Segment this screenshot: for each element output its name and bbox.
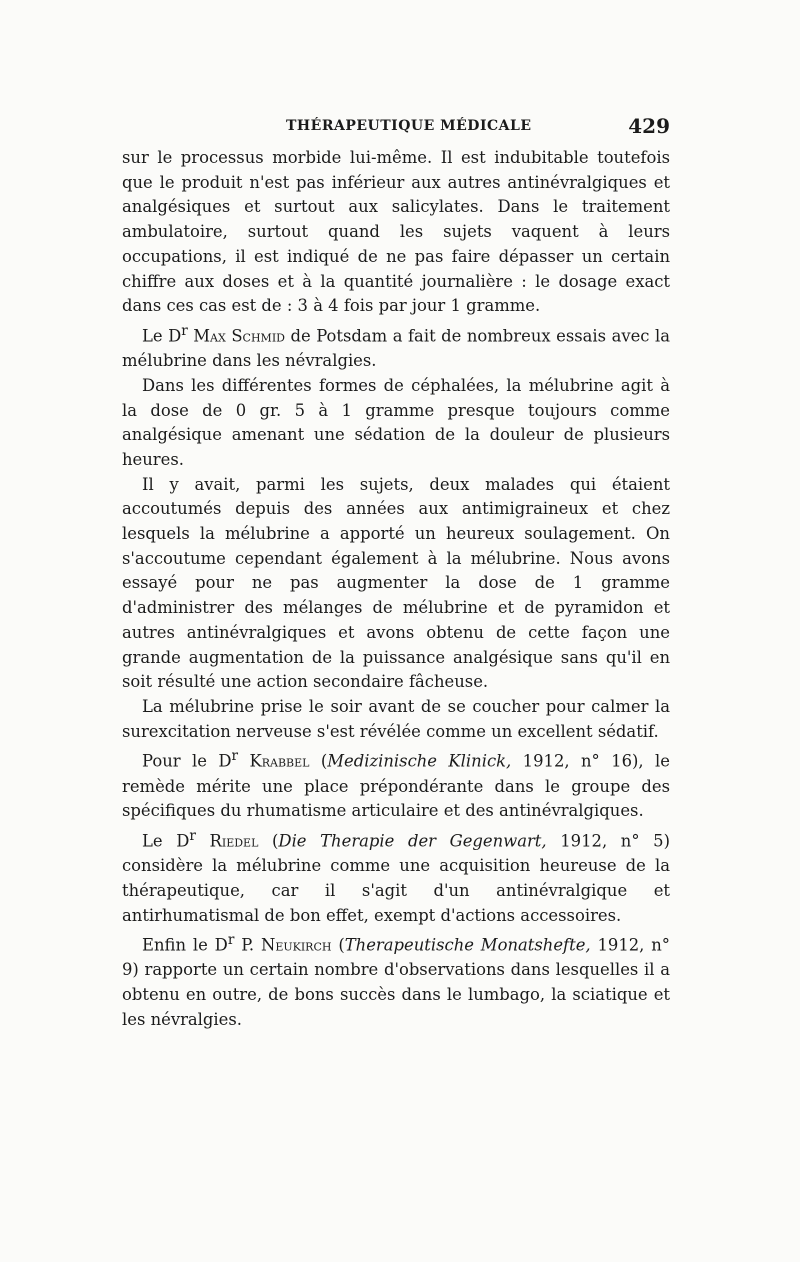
author-name: Max Schmid	[193, 326, 285, 346]
paragraph-soir	[122, 695, 670, 744]
author-name: Krabbel	[249, 751, 310, 771]
body-text	[122, 146, 670, 1032]
paragraph-sujets	[122, 473, 670, 695]
doctor-superscript: r	[181, 322, 188, 339]
journal-title: Therapeutische Monatshefte,	[344, 935, 591, 955]
paragraph-text: 1912, n° 16), le remède mérite une place prépondérante dans le groupe des spécifiques du rhumatisme articulaire et des antinévralgiques.	[122, 751, 670, 821]
paragraph-text: Dans les différentes formes de céphalées, la mélubrine agit à la dose de 0 gr. 5 à 1 gramme presque toujours comme analgésique amenant une sédation de la douleur de plusieurs heures.	[122, 375, 670, 469]
open-paren: (	[338, 935, 345, 955]
author-name: P. Neukirch	[241, 935, 332, 955]
journal-title: Die Therapie der Gegenwart,	[278, 831, 547, 851]
paragraph-schmid	[122, 319, 670, 374]
author-prefix: Enfin le D	[142, 935, 228, 955]
author-prefix: Le D	[142, 831, 190, 851]
paragraph-neukirch	[122, 928, 670, 1032]
paragraph-text: sur le processus morbide lui-même. Il est indubitable toutefois que le produit n'est pas inférieur aux autres antinévralgiques et analgésiques et surtout aux salicylates. Dans le traitement ambulatoire, surtout quand les sujets vaquent à leurs occupations, il est indiqué de ne pas faire dépasser un certain chiffre aux doses et à la quantité journalière : le dosage exact dans ces cas est de : 3 à 4 fois par jour 1 gramme.	[122, 148, 670, 316]
paragraph-text: 1912, n° 5) considère la mélubrine comme une acquisition heureuse de la thérapeutique, car il s'agit d'un antinévralgique et antirhumatismal de bon effet, exempt d'actions accessoires.	[122, 831, 670, 925]
paragraph-text: Il y avait, parmi les sujets, deux malades qui étaient accoutumés depuis des années aux antimigraineux et chez lesquels la mélubrine a apporté un heureux soulagement. On s'accoutume cependant également à la mélubrine. Nous avons essayé pour ne pas augmenter la dose de 1 gramme d'administrer des mélanges de mélubrine et de pyramidon et autres antinévralgiques et avons obtenu de cette façon une grande augmentation de la puissance analgésique sans qu'il en soit résulté une action secondaire fâcheuse.	[122, 474, 670, 692]
paragraph-krabbel	[122, 744, 670, 824]
open-paren: (	[320, 751, 328, 771]
journal-title: Medizinische Klinick,	[327, 751, 512, 771]
page-number: 429	[628, 114, 670, 138]
paragraph-text: 1912, n° 9) rapporte un certain nombre d'observations dans lesquelles il a obtenu en outre, de bons succès dans le lumbago, la sciatique et les névralgies.	[122, 935, 670, 1029]
doctor-superscript: r	[231, 748, 239, 765]
paragraph-riedel	[122, 824, 670, 928]
author-name: Riedel	[209, 831, 259, 851]
open-paren: (	[272, 831, 279, 851]
paragraph-text: La mélubrine prise le soir avant de se coucher pour calmer la surexcitation nerveuse s'est révélée comme un excellent sédatif.	[122, 696, 670, 741]
author-prefix: Le D	[142, 326, 182, 346]
doctor-superscript: r	[189, 827, 196, 844]
paragraph-continued	[122, 146, 670, 319]
paragraph-text: de Potsdam a fait de nombreux essais avec la mélubrine dans les névralgies.	[122, 326, 671, 371]
author-prefix: Pour le D	[142, 751, 232, 771]
page-header	[122, 116, 670, 140]
paragraph-cephalees	[122, 374, 670, 473]
doctor-superscript: r	[227, 932, 235, 949]
running-head: THÉRAPEUTIQUE MÉDICALE	[286, 118, 532, 134]
